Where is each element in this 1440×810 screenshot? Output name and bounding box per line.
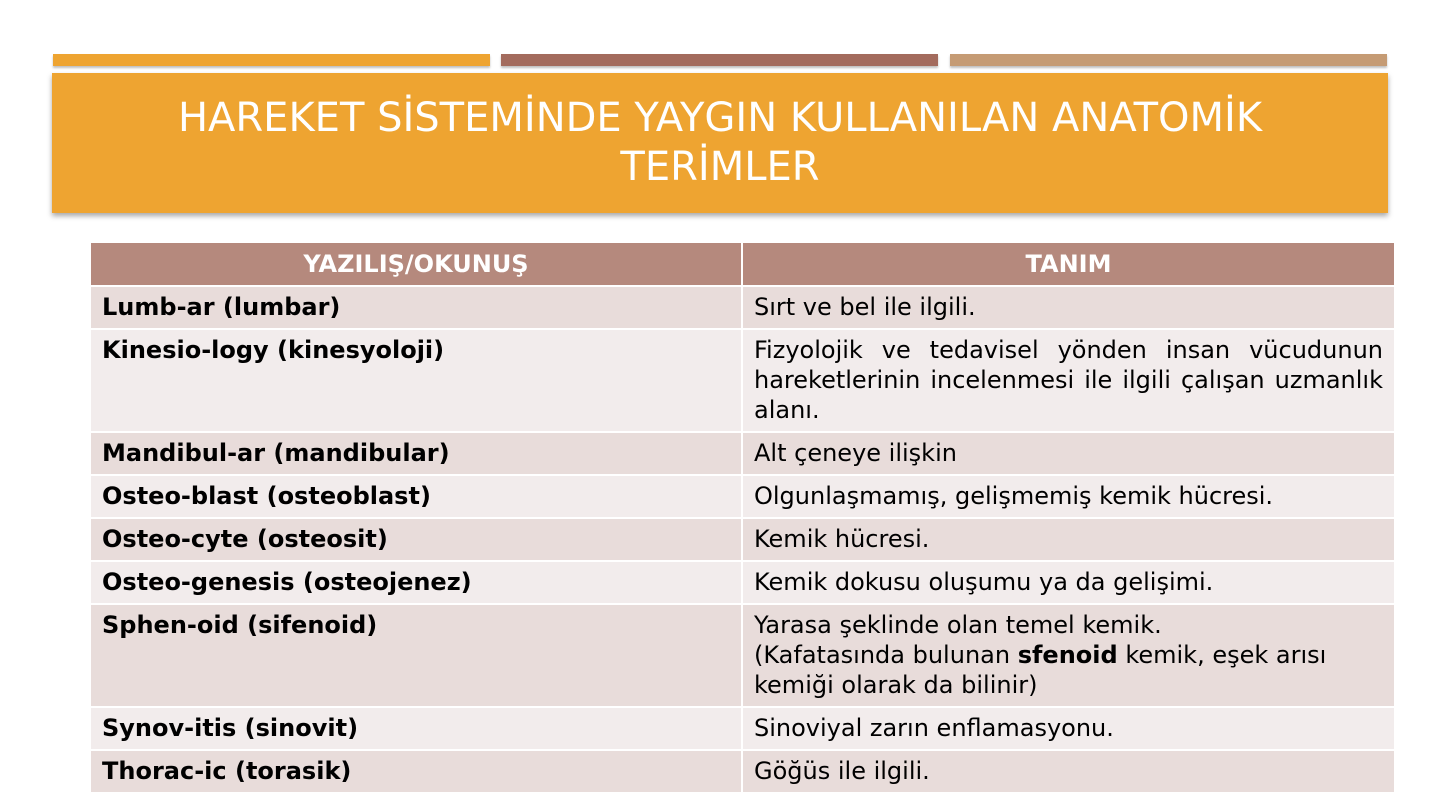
definition-cell: Kemik dokusu oluşumu ya da gelişimi. bbox=[742, 561, 1394, 604]
definition-cell: Göğüs ile ilgili. bbox=[742, 750, 1394, 792]
definition-bold-term: sfenoid bbox=[1017, 641, 1118, 669]
table-row bbox=[91, 475, 1394, 518]
definition-text: (Kafatasında bulunan bbox=[754, 641, 1018, 669]
term-cell: Mandibul-ar (mandibular) bbox=[91, 432, 742, 475]
column-header-definition: TANIM bbox=[742, 243, 1394, 286]
slide-title-line1: HAREKET SİSTEMİNDE YAYGIN KULLANILAN ANATOMİK bbox=[177, 95, 1263, 141]
term-cell: Kinesio-logy (kinesyoloji) bbox=[91, 329, 742, 432]
decorative-bar-tan bbox=[950, 54, 1387, 66]
term-cell: Osteo-genesis (osteojenez) bbox=[91, 561, 742, 604]
terms-table bbox=[91, 243, 1394, 792]
definition-cell: Alt çeneye ilişkin bbox=[742, 432, 1394, 475]
term-cell: Osteo-cyte (osteosit) bbox=[91, 518, 742, 561]
definition-cell: Sırt ve bel ile ilgili. bbox=[742, 286, 1394, 329]
term-cell: Osteo-blast (osteoblast) bbox=[91, 475, 742, 518]
table-row bbox=[91, 329, 1394, 432]
slide-title bbox=[120, 94, 1320, 192]
definition-cell: Sinoviyal zarın enflamasyonu. bbox=[742, 707, 1394, 750]
title-banner bbox=[52, 73, 1388, 213]
definition-text: kemik, eşek arısı kemiği olarak da bilinir) bbox=[754, 641, 1327, 699]
term-cell: Lumb-ar (lumbar) bbox=[91, 286, 742, 329]
table-header-row bbox=[91, 243, 1394, 286]
table-row bbox=[91, 707, 1394, 750]
table-row bbox=[91, 518, 1394, 561]
table-row bbox=[91, 561, 1394, 604]
slide-title-line2: TERİMLER bbox=[620, 144, 820, 190]
term-cell: Sphen-oid (sifenoid) bbox=[91, 604, 742, 707]
decorative-bar-orange bbox=[53, 54, 490, 66]
definition-cell: Olgunlaşmamış, gelişmemiş kemik hücresi. bbox=[742, 475, 1394, 518]
term-cell: Thorac-ic (torasik) bbox=[91, 750, 742, 792]
table-row bbox=[91, 286, 1394, 329]
definition-cell: Fizyolojik ve tedavisel yönden insan vücudunun hareketlerinin incelenmesi ile ilgili çalışan uzmanlık alanı. bbox=[742, 329, 1394, 432]
term-cell: Synov-itis (sinovit) bbox=[91, 707, 742, 750]
definition-cell: Kemik hücresi. bbox=[742, 518, 1394, 561]
table-row bbox=[91, 750, 1394, 792]
column-header-spelling: YAZILIŞ/OKUNUŞ bbox=[91, 243, 742, 286]
table-row bbox=[91, 604, 1394, 707]
decorative-bar-brown bbox=[501, 54, 938, 66]
definition-cell bbox=[742, 604, 1394, 707]
definition-line: Yarasa şeklinde olan temel kemik. bbox=[754, 611, 1162, 639]
table-row bbox=[91, 432, 1394, 475]
